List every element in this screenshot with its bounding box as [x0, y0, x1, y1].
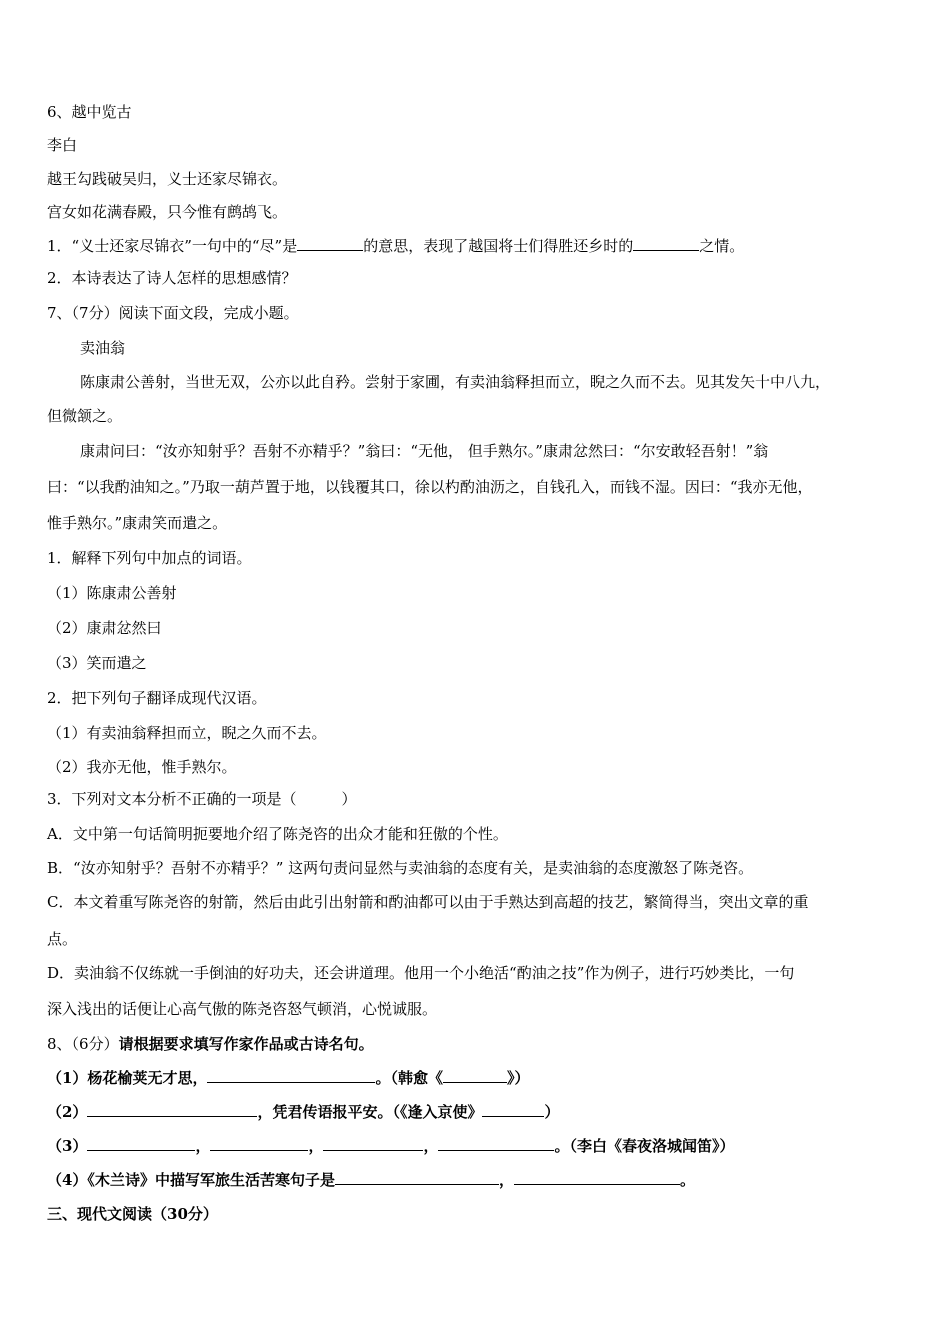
question-8-item-3: （3） ， ， ， 。（李白《春夜洛城闻笛》）: [47, 1137, 735, 1155]
answer-blank[interactable]: [438, 1135, 554, 1151]
poem-author: 李白: [47, 136, 78, 154]
question-item: （2）康肃忿然曰: [47, 619, 162, 637]
answer-blank[interactable]: [633, 235, 699, 251]
answer-blank[interactable]: [87, 1135, 195, 1151]
question-6-title: 6、越中览古: [47, 103, 132, 121]
question-item: （2）我亦无他，惟手熟尔。: [47, 758, 237, 776]
passage-paragraph-line: 康肃问曰：“汝亦知射乎？吾射不亦精乎？”翁曰：“无他， 但手熟尔。”康肃忿然曰：“尔安敢轻吾射！”翁: [80, 442, 769, 460]
poem-line: 宫女如花满春殿，只今惟有鹧鸪飞。: [47, 203, 288, 221]
option-c-line: 点。: [47, 930, 78, 948]
question-item: （1）陈康肃公善射: [47, 584, 177, 602]
option-a: A．文中第一句话简明扼要地介绍了陈尧咨的出众才能和狂傲的个性。: [47, 825, 508, 843]
answer-blank[interactable]: [87, 1101, 257, 1117]
answer-blank[interactable]: [482, 1101, 544, 1117]
answer-blank[interactable]: [514, 1169, 680, 1185]
answer-blank[interactable]: [335, 1169, 499, 1185]
question-item: （3）笑而遣之: [47, 654, 147, 672]
passage-paragraph-line: 但微颔之。: [47, 407, 123, 425]
question-7-1-stem: 1．解释下列句中加点的词语。: [47, 549, 252, 567]
question-7-2-stem: 2．把下列句子翻译成现代汉语。: [47, 689, 267, 707]
question-6-1: 1．“义士还家尽锦衣”一句中的“尽”是 的意思，表现了越国将士们得胜还乡时的 之情。: [47, 237, 745, 255]
question-8-header: 8、（6分）请根据要求填写作家作品或古诗名句。: [47, 1035, 374, 1053]
option-b: B．“汝亦知射乎？吾射不亦精乎？” 这两句责问显然与卖油翁的态度有关，是卖油翁的态度激怒了陈尧咨。: [47, 859, 754, 877]
option-c-line: C．本文着重写陈尧咨的射箭，然后由此引出射箭和酌油都可以由于手熟达到高超的技艺，繁简得当，突出文章的重: [47, 893, 809, 911]
passage-paragraph-line: 陈康肃公善射，当世无双，公亦以此自矜。尝射于家圃，有卖油翁释担而立，睨之久而不去。见其发矢十中八九，: [80, 373, 831, 391]
passage-paragraph-line: 曰：“以我酌油知之。”乃取一葫芦置于地，以钱覆其口，徐以杓酌油沥之，自钱孔入，而钱不湿。因曰：“我亦无他，: [47, 478, 813, 496]
option-d-line: 深入浅出的话便让心高气傲的陈尧咨怒气顿消，心悦诚服。: [47, 1000, 438, 1018]
option-d-line: D．卖油翁不仅练就一手倒油的好功夫，还会讲道理。他用一个小绝活“酌油之技”作为例子，进行巧妙类比，一句: [47, 964, 795, 982]
answer-blank[interactable]: [297, 235, 363, 251]
section-3-heading: 三、现代文阅读（30分）: [47, 1205, 218, 1223]
question-6-2: 2．本诗表达了诗人怎样的思想感情？: [47, 269, 297, 287]
question-7-3-stem: 3．下列对文本分析不正确的一项是（ ）: [47, 790, 357, 808]
question-8-item-4: （4）《木兰诗》中描写军旅生活苦寒句子是 ， 。: [47, 1171, 695, 1189]
passage-title: 卖油翁: [80, 339, 126, 357]
answer-blank[interactable]: [323, 1135, 423, 1151]
answer-blank[interactable]: [210, 1135, 308, 1151]
answer-blank[interactable]: [443, 1067, 507, 1083]
passage-paragraph-line: 惟手熟尔。”康肃笑而遣之。: [47, 514, 228, 532]
poem-line: 越王勾践破吴归，义士还家尽锦衣。: [47, 170, 288, 188]
question-8-item-1: （1）杨花榆荚无才思， 。（韩愈《 》）: [47, 1069, 530, 1087]
answer-blank[interactable]: [207, 1067, 375, 1083]
question-7-header: 7、（7分）阅读下面文段，完成小题。: [47, 304, 299, 322]
question-8-item-2: （2） ，凭君传语报平安。（《逢入京使》 ）: [47, 1103, 560, 1121]
question-item: （1）有卖油翁释担而立，睨之久而不去。: [47, 724, 327, 742]
